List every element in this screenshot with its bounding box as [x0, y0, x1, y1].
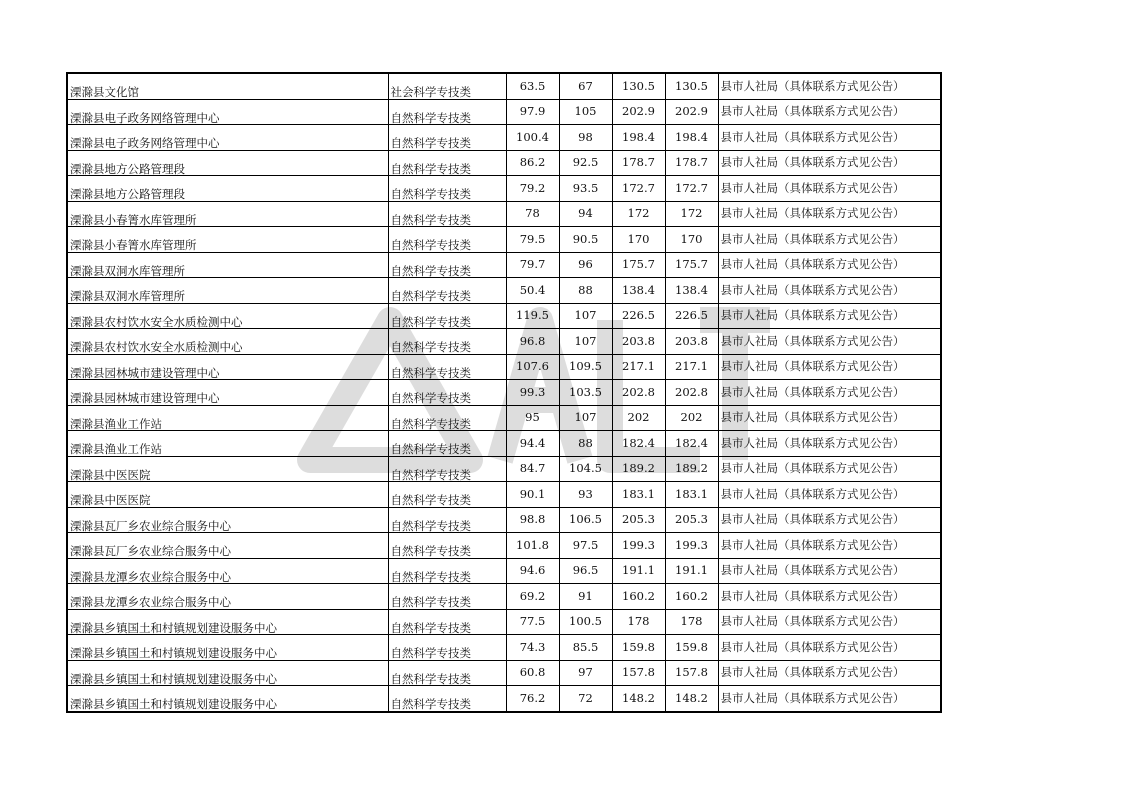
contact-note-cell: 县市人社局（具体联系方式见公告） — [718, 456, 941, 482]
score-2-cell: 100.5 — [559, 609, 612, 635]
score-1-cell: 86.2 — [506, 150, 559, 176]
contact-note-cell: 县市人社局（具体联系方式见公告） — [718, 635, 941, 661]
job-category-cell: 自然科学专技类 — [388, 482, 506, 508]
unit-name-cell: 溧滁县渔业工作站 — [67, 431, 388, 457]
job-category-cell: 自然科学专技类 — [388, 125, 506, 151]
contact-note-cell: 县市人社局（具体联系方式见公告） — [718, 99, 941, 125]
job-category-cell: 自然科学专技类 — [388, 354, 506, 380]
final-score-cell: 175.7 — [665, 252, 718, 278]
total-score-cell: 202.8 — [612, 380, 665, 406]
unit-name-cell: 溧滁县电子政务网络管理中心 — [67, 125, 388, 151]
job-category-cell: 自然科学专技类 — [388, 201, 506, 227]
table-row — [67, 431, 941, 457]
contact-note-cell: 县市人社局（具体联系方式见公告） — [718, 405, 941, 431]
total-score-cell: 183.1 — [612, 482, 665, 508]
score-1-cell: 90.1 — [506, 482, 559, 508]
final-score-cell: 182.4 — [665, 431, 718, 457]
job-category-cell: 自然科学专技类 — [388, 660, 506, 686]
unit-name-cell: 溧滁县乡镇国土和村镇规划建设服务中心 — [67, 635, 388, 661]
score-2-cell: 96 — [559, 252, 612, 278]
unit-name-cell: 溧滁县中医医院 — [67, 456, 388, 482]
score-table — [66, 72, 942, 713]
job-category-cell: 自然科学专技类 — [388, 558, 506, 584]
score-2-cell: 94 — [559, 201, 612, 227]
score-1-cell: 98.8 — [506, 507, 559, 533]
score-2-cell: 88 — [559, 278, 612, 304]
job-category-cell: 自然科学专技类 — [388, 507, 506, 533]
table-row — [67, 150, 941, 176]
job-category-cell: 自然科学专技类 — [388, 252, 506, 278]
table-row — [67, 354, 941, 380]
contact-note-cell: 县市人社局（具体联系方式见公告） — [718, 609, 941, 635]
total-score-cell: 199.3 — [612, 533, 665, 559]
contact-note-cell: 县市人社局（具体联系方式见公告） — [718, 354, 941, 380]
total-score-cell: 203.8 — [612, 329, 665, 355]
unit-name-cell: 溧滁县农村饮水安全水质检测中心 — [67, 329, 388, 355]
total-score-cell: 189.2 — [612, 456, 665, 482]
job-category-cell: 自然科学专技类 — [388, 584, 506, 610]
total-score-cell: 191.1 — [612, 558, 665, 584]
unit-name-cell: 溧滁县瓦厂乡农业综合服务中心 — [67, 507, 388, 533]
contact-note-cell: 县市人社局（具体联系方式见公告） — [718, 380, 941, 406]
score-2-cell: 109.5 — [559, 354, 612, 380]
final-score-cell: 205.3 — [665, 507, 718, 533]
table-row — [67, 584, 941, 610]
table-row — [67, 482, 941, 508]
score-2-cell: 88 — [559, 431, 612, 457]
total-score-cell: 172 — [612, 201, 665, 227]
score-1-cell: 84.7 — [506, 456, 559, 482]
score-2-cell: 107 — [559, 405, 612, 431]
job-category-cell: 自然科学专技类 — [388, 405, 506, 431]
contact-note-cell: 县市人社局（具体联系方式见公告） — [718, 201, 941, 227]
total-score-cell: 159.8 — [612, 635, 665, 661]
table-row — [67, 73, 941, 99]
contact-note-cell: 县市人社局（具体联系方式见公告） — [718, 431, 941, 457]
contact-note-cell: 县市人社局（具体联系方式见公告） — [718, 686, 941, 712]
contact-note-cell: 县市人社局（具体联系方式见公告） — [718, 278, 941, 304]
final-score-cell: 202.8 — [665, 380, 718, 406]
total-score-cell: 130.5 — [612, 73, 665, 99]
score-2-cell: 93.5 — [559, 176, 612, 202]
table-row — [67, 125, 941, 151]
total-score-cell: 157.8 — [612, 660, 665, 686]
contact-note-cell: 县市人社局（具体联系方式见公告） — [718, 227, 941, 253]
contact-note-cell: 县市人社局（具体联系方式见公告） — [718, 125, 941, 151]
score-1-cell: 94.4 — [506, 431, 559, 457]
final-score-cell: 202 — [665, 405, 718, 431]
contact-note-cell: 县市人社局（具体联系方式见公告） — [718, 176, 941, 202]
score-1-cell: 77.5 — [506, 609, 559, 635]
table-row — [67, 609, 941, 635]
score-2-cell: 103.5 — [559, 380, 612, 406]
unit-name-cell: 溧滁县农村饮水安全水质检测中心 — [67, 303, 388, 329]
score-1-cell: 50.4 — [506, 278, 559, 304]
score-1-cell: 97.9 — [506, 99, 559, 125]
unit-name-cell: 溧滁县电子政务网络管理中心 — [67, 99, 388, 125]
table-row — [67, 686, 941, 712]
total-score-cell: 178.7 — [612, 150, 665, 176]
final-score-cell: 148.2 — [665, 686, 718, 712]
score-1-cell: 79.7 — [506, 252, 559, 278]
contact-note-cell: 县市人社局（具体联系方式见公告） — [718, 303, 941, 329]
contact-note-cell: 县市人社局（具体联系方式见公告） — [718, 150, 941, 176]
table-row — [67, 252, 941, 278]
score-1-cell: 95 — [506, 405, 559, 431]
score-2-cell: 67 — [559, 73, 612, 99]
table-row — [67, 99, 941, 125]
final-score-cell: 191.1 — [665, 558, 718, 584]
score-2-cell: 85.5 — [559, 635, 612, 661]
unit-name-cell: 溧滁县乡镇国土和村镇规划建设服务中心 — [67, 660, 388, 686]
unit-name-cell: 溧滁县地方公路管理段 — [67, 150, 388, 176]
job-category-cell: 自然科学专技类 — [388, 609, 506, 635]
total-score-cell: 226.5 — [612, 303, 665, 329]
table-row — [67, 176, 941, 202]
table-row — [67, 227, 941, 253]
score-2-cell: 96.5 — [559, 558, 612, 584]
table-row — [67, 303, 941, 329]
final-score-cell: 198.4 — [665, 125, 718, 151]
job-category-cell: 自然科学专技类 — [388, 150, 506, 176]
total-score-cell: 182.4 — [612, 431, 665, 457]
score-1-cell: 79.5 — [506, 227, 559, 253]
final-score-cell: 157.8 — [665, 660, 718, 686]
score-2-cell: 72 — [559, 686, 612, 712]
score-1-cell: 99.3 — [506, 380, 559, 406]
final-score-cell: 189.2 — [665, 456, 718, 482]
score-2-cell: 92.5 — [559, 150, 612, 176]
table-row — [67, 405, 941, 431]
unit-name-cell: 溧滁县渔业工作站 — [67, 405, 388, 431]
contact-note-cell: 县市人社局（具体联系方式见公告） — [718, 252, 941, 278]
total-score-cell: 175.7 — [612, 252, 665, 278]
total-score-cell: 138.4 — [612, 278, 665, 304]
score-1-cell: 100.4 — [506, 125, 559, 151]
final-score-cell: 226.5 — [665, 303, 718, 329]
final-score-cell: 183.1 — [665, 482, 718, 508]
unit-name-cell: 溧滁县龙潭乡农业综合服务中心 — [67, 584, 388, 610]
final-score-cell: 178 — [665, 609, 718, 635]
total-score-cell: 170 — [612, 227, 665, 253]
job-category-cell: 自然科学专技类 — [388, 533, 506, 559]
unit-name-cell: 溧滁县小春箐水库管理所 — [67, 201, 388, 227]
unit-name-cell: 溧滁县园林城市建设管理中心 — [67, 380, 388, 406]
score-2-cell: 97.5 — [559, 533, 612, 559]
table-row — [67, 380, 941, 406]
job-category-cell: 自然科学专技类 — [388, 176, 506, 202]
job-category-cell: 自然科学专技类 — [388, 303, 506, 329]
job-category-cell: 自然科学专技类 — [388, 380, 506, 406]
unit-name-cell: 溧滁县双洞水库管理所 — [67, 252, 388, 278]
table-row — [67, 635, 941, 661]
total-score-cell: 202.9 — [612, 99, 665, 125]
job-category-cell: 自然科学专技类 — [388, 329, 506, 355]
total-score-cell: 217.1 — [612, 354, 665, 380]
final-score-cell: 172.7 — [665, 176, 718, 202]
final-score-cell: 160.2 — [665, 584, 718, 610]
job-category-cell: 自然科学专技类 — [388, 99, 506, 125]
contact-note-cell: 县市人社局（具体联系方式见公告） — [718, 533, 941, 559]
score-1-cell: 119.5 — [506, 303, 559, 329]
job-category-cell: 自然科学专技类 — [388, 431, 506, 457]
contact-note-cell: 县市人社局（具体联系方式见公告） — [718, 507, 941, 533]
total-score-cell: 205.3 — [612, 507, 665, 533]
table-row — [67, 558, 941, 584]
score-2-cell: 90.5 — [559, 227, 612, 253]
final-score-cell: 159.8 — [665, 635, 718, 661]
total-score-cell: 202 — [612, 405, 665, 431]
table-row — [67, 456, 941, 482]
contact-note-cell: 县市人社局（具体联系方式见公告） — [718, 73, 941, 99]
score-2-cell: 107 — [559, 329, 612, 355]
score-2-cell: 106.5 — [559, 507, 612, 533]
score-2-cell: 105 — [559, 99, 612, 125]
total-score-cell: 178 — [612, 609, 665, 635]
total-score-cell: 148.2 — [612, 686, 665, 712]
job-category-cell: 自然科学专技类 — [388, 635, 506, 661]
job-category-cell: 自然科学专技类 — [388, 686, 506, 712]
score-1-cell: 78 — [506, 201, 559, 227]
score-1-cell: 60.8 — [506, 660, 559, 686]
contact-note-cell: 县市人社局（具体联系方式见公告） — [718, 482, 941, 508]
score-1-cell: 76.2 — [506, 686, 559, 712]
score-1-cell: 69.2 — [506, 584, 559, 610]
score-1-cell: 107.6 — [506, 354, 559, 380]
contact-note-cell: 县市人社局（具体联系方式见公告） — [718, 558, 941, 584]
score-1-cell: 79.2 — [506, 176, 559, 202]
final-score-cell: 172 — [665, 201, 718, 227]
unit-name-cell: 溧滁县园林城市建设管理中心 — [67, 354, 388, 380]
score-1-cell: 96.8 — [506, 329, 559, 355]
unit-name-cell: 溧滁县地方公路管理段 — [67, 176, 388, 202]
unit-name-cell: 溧滁县龙潭乡农业综合服务中心 — [67, 558, 388, 584]
final-score-cell: 138.4 — [665, 278, 718, 304]
unit-name-cell: 溧滁县文化馆 — [67, 73, 388, 99]
final-score-cell: 170 — [665, 227, 718, 253]
table-row — [67, 329, 941, 355]
job-category-cell: 自然科学专技类 — [388, 278, 506, 304]
unit-name-cell: 溧滁县小春箐水库管理所 — [67, 227, 388, 253]
score-2-cell: 104.5 — [559, 456, 612, 482]
job-category-cell: 社会科学专技类 — [388, 73, 506, 99]
score-1-cell: 74.3 — [506, 635, 559, 661]
table-body — [67, 73, 941, 712]
score-1-cell: 94.6 — [506, 558, 559, 584]
score-2-cell: 107 — [559, 303, 612, 329]
unit-name-cell: 溧滁县瓦厂乡农业综合服务中心 — [67, 533, 388, 559]
final-score-cell: 178.7 — [665, 150, 718, 176]
score-2-cell: 98 — [559, 125, 612, 151]
contact-note-cell: 县市人社局（具体联系方式见公告） — [718, 660, 941, 686]
job-category-cell: 自然科学专技类 — [388, 456, 506, 482]
table-row — [67, 278, 941, 304]
table-row — [67, 201, 941, 227]
final-score-cell: 130.5 — [665, 73, 718, 99]
final-score-cell: 199.3 — [665, 533, 718, 559]
score-2-cell: 97 — [559, 660, 612, 686]
total-score-cell: 198.4 — [612, 125, 665, 151]
unit-name-cell: 溧滁县中医医院 — [67, 482, 388, 508]
total-score-cell: 160.2 — [612, 584, 665, 610]
score-1-cell: 101.8 — [506, 533, 559, 559]
job-category-cell: 自然科学专技类 — [388, 227, 506, 253]
score-2-cell: 93 — [559, 482, 612, 508]
contact-note-cell: 县市人社局（具体联系方式见公告） — [718, 329, 941, 355]
table-row — [67, 533, 941, 559]
table-row — [67, 507, 941, 533]
final-score-cell: 217.1 — [665, 354, 718, 380]
unit-name-cell: 溧滁县乡镇国土和村镇规划建设服务中心 — [67, 609, 388, 635]
score-2-cell: 91 — [559, 584, 612, 610]
unit-name-cell: 溧滁县乡镇国土和村镇规划建设服务中心 — [67, 686, 388, 712]
total-score-cell: 172.7 — [612, 176, 665, 202]
final-score-cell: 202.9 — [665, 99, 718, 125]
final-score-cell: 203.8 — [665, 329, 718, 355]
score-1-cell: 63.5 — [506, 73, 559, 99]
table-row — [67, 660, 941, 686]
contact-note-cell: 县市人社局（具体联系方式见公告） — [718, 584, 941, 610]
unit-name-cell: 溧滁县双洞水库管理所 — [67, 278, 388, 304]
